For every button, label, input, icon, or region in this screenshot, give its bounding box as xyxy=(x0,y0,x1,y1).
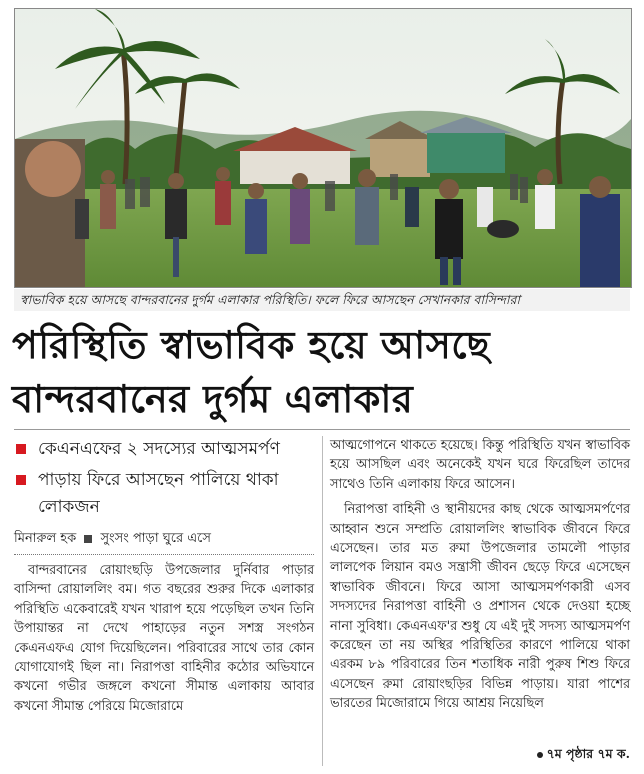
bullet-dot-icon xyxy=(537,752,543,758)
headline-line-2: বান্দরবানের দুর্গম এলাকার xyxy=(12,377,414,421)
headline xyxy=(12,318,632,426)
news-photo xyxy=(14,8,632,288)
subheading xyxy=(14,436,314,463)
byline xyxy=(14,529,314,555)
body-paragraph: নিরাপত্তা বাহিনী ও স্থানীয়দের কাছ থেকে আত্মসমর্পণের আহ্বান শুনে সম্প্রতি রোয়াললিং স্বাভাবিক জীবনে ফিরে এসেছেন। তার মত রুমা উপজেলার তামলৌ পাড়ার লালপেক লিয়ান বমও সন্ত্রাসী জীবন ছেড়ে ফিরে এসেছেন স্বাভাবিক জীবনে। ফিরে আসা আত্মসমর্পণকারী এসব সদস্যদের নিরাপত্তা বাহিনী ও প্রশাসন থেকে দেওয়া হচ্ছে নানা সুবিধা। কেএনএফ'র শুধু যে এই দুই সদস্য আত্মসমর্পণ করেছেন তা নয় অস্থির পরিস্থিতির কারণে পালিয়ে থাকা এরকম ৮৯ পরিবারের তিন শতাধিক নারী পুরুষ শিশু ফিরে এসেছেন রুমা রোয়াংছড়ির বিভিন্ন পাড়ায়। যারা পাশের ভারতের মিজোরামে গিয়ে আশ্রয় নিয়েছিল xyxy=(330,502,630,712)
subheading-text: পাড়ায় ফিরে আসছেন পালিয়ে থাকা লোকজন xyxy=(38,470,279,517)
red-square-bullet-icon xyxy=(16,444,26,454)
body-paragraph: বান্দরবানের রোয়াংছড়ি উপজেলার দুর্নিবার পাড়ার বাসিন্দা রোয়াললিং বম। গত বছরের শুরুর দিকে এলাকার পরিস্থিতি একেবারেই যখন খারাপ হয়ে পড়েছিল তখন তিনি উপায়ান্তর না দেখে পাহাড়ের নতুন সশস্ত্র সংগঠন কেএনএফএ যোগ দিয়েছিলেন। পরিবারের সাথে তার কোন যোগাযোগই ছিল না। নিরাপত্তা বাহিনীর কঠোর অভিযানে কখনো গভীর জঙ্গলে কখনো সীমান্ত এলাকায় আবার কখনো সীমান্ত পেরিয়ে মিজোরামে xyxy=(14,563,314,714)
photo-caption: স্বাভাবিক হয়ে আসছে বান্দরবানের দুর্গম এলাকার পরিস্থিতি। ফলে ফিরে আসছেন সেখানকার বাসিন্দারা xyxy=(14,289,630,311)
right-column xyxy=(330,436,630,714)
body-paragraph: আত্মগোপনে থাকতে হয়েছে। কিন্তু পরিস্থিতি যখন স্বাভাবিক হয়ে আসছিল এবং অনেকেই যখন ঘরে ফিরেছিল তাদের সাথেও তিনি এলাকায় ফিরে আসেন। xyxy=(330,438,630,492)
subheading-text: কেএনএফের ২ সদস্যের আত্মসমর্পণ xyxy=(38,439,280,459)
subheading xyxy=(14,467,314,521)
headline-line-1: পরিস্থিতি স্বাভাবিক হয়ে আসছে xyxy=(12,323,491,367)
continued-note: ৭ম পৃষ্ঠার ৭ম ক. xyxy=(537,746,630,766)
column-divider xyxy=(322,436,323,766)
left-column xyxy=(14,436,314,716)
square-separator-icon xyxy=(84,535,92,543)
byline-place: সুংসং পাড়া ঘুরে এসে xyxy=(100,531,211,546)
divider xyxy=(14,429,630,430)
byline-author: মিনারুল হক xyxy=(14,531,77,546)
red-square-bullet-icon xyxy=(16,475,26,485)
